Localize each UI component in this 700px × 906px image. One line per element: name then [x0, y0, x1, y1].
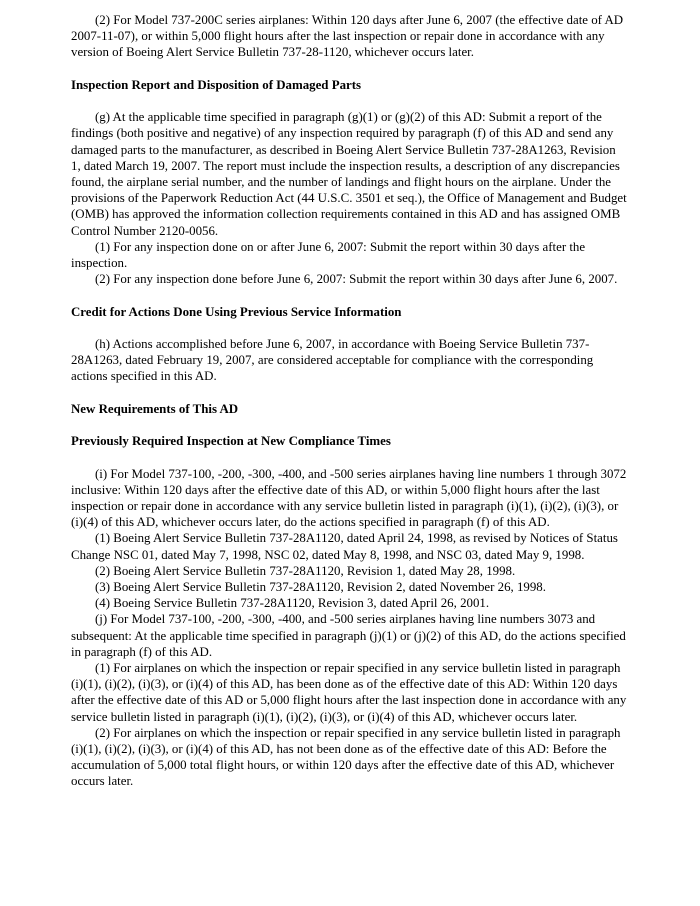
paragraph-i: (i) For Model 737-100, -200, -300, -400, and -500 series airplanes having line numbers 1 through 3072 inclusive: Within 120 days after the effective date of this AD, or within 5,000 flight hours after the last inspection or repair done in accordance with any service bulletin listed in paragraph (i)(1), (i)(2), (i)(3), or (i)(4) of this AD, whichever occurs later, do the actions specified in paragraph (f) of this AD. [71, 466, 627, 530]
heading-new-requirements: New Requirements of This AD [71, 401, 239, 416]
heading-inspection-report: Inspection Report and Disposition of Damaged Parts [71, 77, 362, 92]
spacer [71, 287, 628, 303]
paragraph-j2: (2) For airplanes on which the inspection or repair specified in any service bulletin listed in paragraph (i)(1), (i)(2), (i)(3), or (i)(4) of this AD, has not been done as of the effective date of this AD: Before the accumulation of 5,000 total flight hours, or within 120 days after the effective date of this AD, whichever occurs later. [71, 725, 621, 789]
paragraph-i4: (4) Boeing Service Bulletin 737-28A1120, Revision 3, dated April 26, 2001. [95, 596, 490, 611]
spacer [71, 417, 628, 433]
paragraph-2-model-737-200c: (2) For Model 737-200C series airplanes: Within 120 days after June 6, 2007 (the effective date of AD 2007-11-07), or within 5,000 flight hours after the last inspection or repair done in accordance with any version of Boeing Alert Service Bulletin 737-28-1120, whichever occurs later. [71, 13, 624, 60]
paragraph-i2: (2) Boeing Alert Service Bulletin 737-28A1120, Revision 1, dated May 28, 1998. [95, 563, 516, 578]
paragraph-i1: (1) Boeing Alert Service Bulletin 737-28A1120, dated April 24, 1998, as revised by Notices of Status Change NSC 01, dated May 7, 1998, NSC 02, dated May 8, 1998, and NSC 03, dated May 9, 1998. [71, 531, 618, 562]
spacer [71, 93, 628, 109]
paragraph-g2: (2) For any inspection done before June 6, 2007: Submit the report within 30 days after June 6, 2007. [95, 272, 618, 287]
spacer [71, 320, 628, 336]
paragraph-g1: (1) For any inspection done on or after June 6, 2007: Submit the report within 30 days after the inspection. [71, 239, 586, 271]
paragraph-j: (j) For Model 737-100, -200, -300, -400, and -500 series airplanes having line numbers 3073 and subsequent: At the applicable time specified in paragraph (j)(1) or (j)(2) of this AD, do the actions specified in paragraph (f) of this AD. [71, 612, 626, 659]
spacer [71, 61, 628, 77]
paragraph-h: (h) Actions accomplished before June 6, 2007, in accordance with Boeing Service Bulletin 737-28A1263, dated February 19, 2007, are considered acceptable for compliance with the corresponding actions specified in this AD. [71, 337, 594, 384]
heading-previously-required: Previously Required Inspection at New Compliance Times [71, 434, 391, 449]
paragraph-i3: (3) Boeing Alert Service Bulletin 737-28A1120, Revision 2, dated November 26, 1998. [95, 580, 546, 594]
spacer [71, 449, 628, 465]
paragraph-j1: (1) For airplanes on which the inspection or repair specified in any service bulletin listed in paragraph (i)(1), (i)(2), (i)(3), or (i)(4) of this AD, has been done as of the effective date of this AD: Within 120 days after the effective date of this AD or 5,000 flight hours after the last inspection done in accordance with any service bulletin listed in paragraph (i)(1), (i)(2), (i)(3), or (i)(4) of this AD, whichever occurs later. [71, 661, 627, 724]
spacer [71, 385, 628, 401]
heading-credit: Credit for Actions Done Using Previous Service Information [71, 304, 402, 319]
paragraph-g: (g) At the applicable time specified in paragraph (g)(1) or (g)(2) of this AD: Submit a report of the findings (both positive and negative) of any inspection required by paragraph (f) of this AD and send any damaged parts to the manufacturer, as described in Boeing Alert Service Bulletin 737-28A1263, Revision 1, dated March 19, 2007. The report must include the inspection results, a description of any discrepancies found, the airplane serial number, and the number of landings and flight hours on the airplane. Under the provisions of the Paperwork Reduction Act (44 U.S.C. 3501 et seq.), the Office of Management and Budget (OMB) has approved the information collection requirements contained in this AD and has assigned OMB Control Number 2120-0056. [71, 110, 627, 238]
